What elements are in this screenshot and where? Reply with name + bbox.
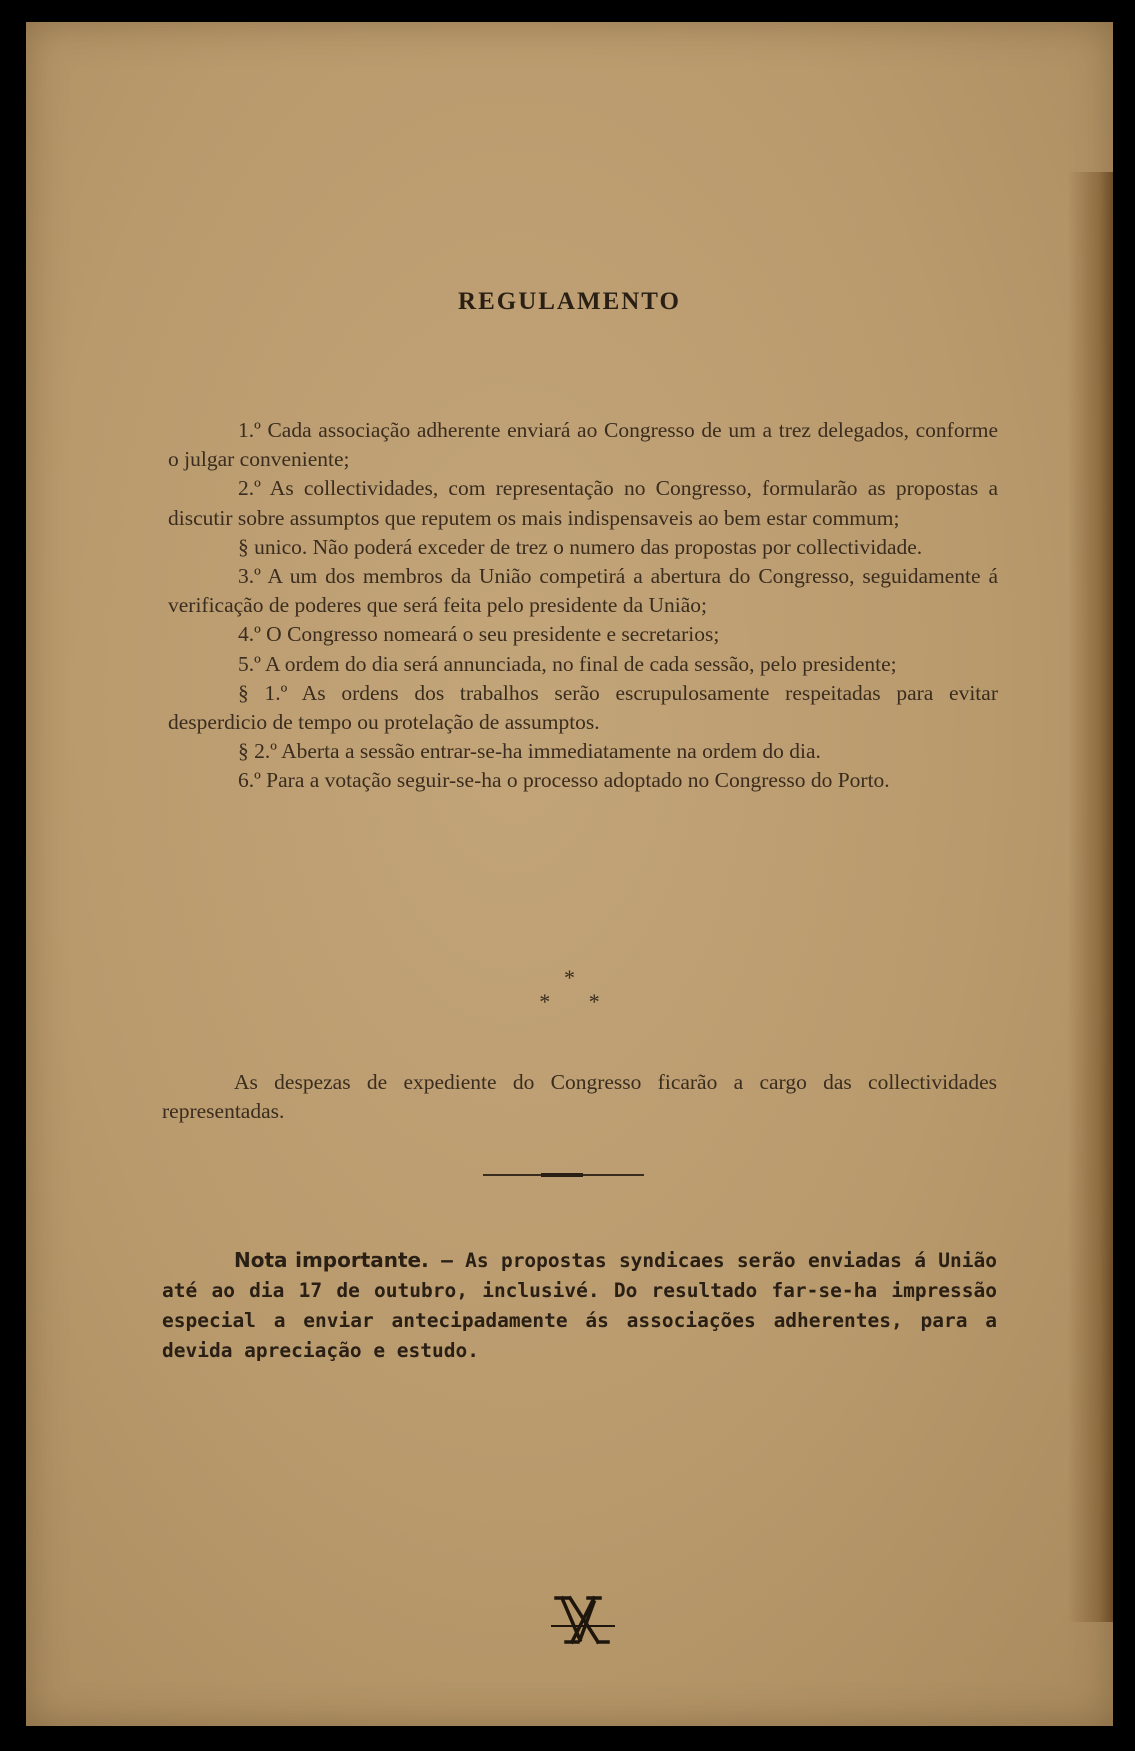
asterism-divider: * * *	[539, 965, 600, 1014]
horizontal-rule	[483, 1174, 644, 1176]
article-6: 6.º Para a votação seguir-se-ha o processo adoptado no Congresso do Porto.	[238, 768, 890, 793]
important-note-text: — As propostas syndicaes serão enviadas á União até ao dia 17 de outubro, inclusivé. Do resultado far-se-ha impressão especial a enviar antecipadamente ás associações adherentes, para a devida apreciação e estudo.	[162, 1249, 997, 1362]
important-note-lead: Nota importante.	[234, 1248, 429, 1272]
article-3: 3.º A um dos membros da União competirá a abertura do Congresso, seguidamente á verificação de poderes que será feita pelo presidente da União;	[168, 564, 998, 618]
paragraph-2: § 2.º Aberta a sessão entrar-se-ha immediatamente na ordem do dia.	[238, 739, 821, 764]
article-4: 4.º O Congresso nomeará o seu presidente e secretarios;	[238, 622, 720, 647]
important-note	[162, 1245, 997, 1366]
printer-monogram-icon	[550, 1592, 616, 1648]
article-5: 5.º A ordem do dia será annunciada, no final de cada sessão, pelo presidente;	[238, 651, 897, 676]
page-edge-stain	[1068, 172, 1113, 1622]
document-title: REGULAMENTO	[458, 288, 681, 315]
article-1: 1.º Cada associação adherente enviará ao Congresso de um a trez delegados, conforme o julgar conveniente;	[168, 418, 998, 472]
regulation-body	[168, 416, 998, 796]
article-2: 2.º As collectividades, com representação no Congresso, formularão as propostas a discutir sobre assumptos que reputem os mais indispensaveis ao bem estar commum;	[168, 476, 998, 530]
expenses-note: As despezas de expediente do Congresso ficarão a cargo das collectividades representadas.	[162, 1070, 997, 1123]
paragraph-unico: § unico. Não poderá exceder de trez o numero das propostas por collectividade.	[238, 534, 923, 559]
paragraph-1: § 1.º As ordens dos trabalhos serão escrupulosamente respeitadas para evitar desperdicio de tempo ou protelação de assumptos.	[168, 680, 998, 735]
document-page	[26, 22, 1113, 1726]
